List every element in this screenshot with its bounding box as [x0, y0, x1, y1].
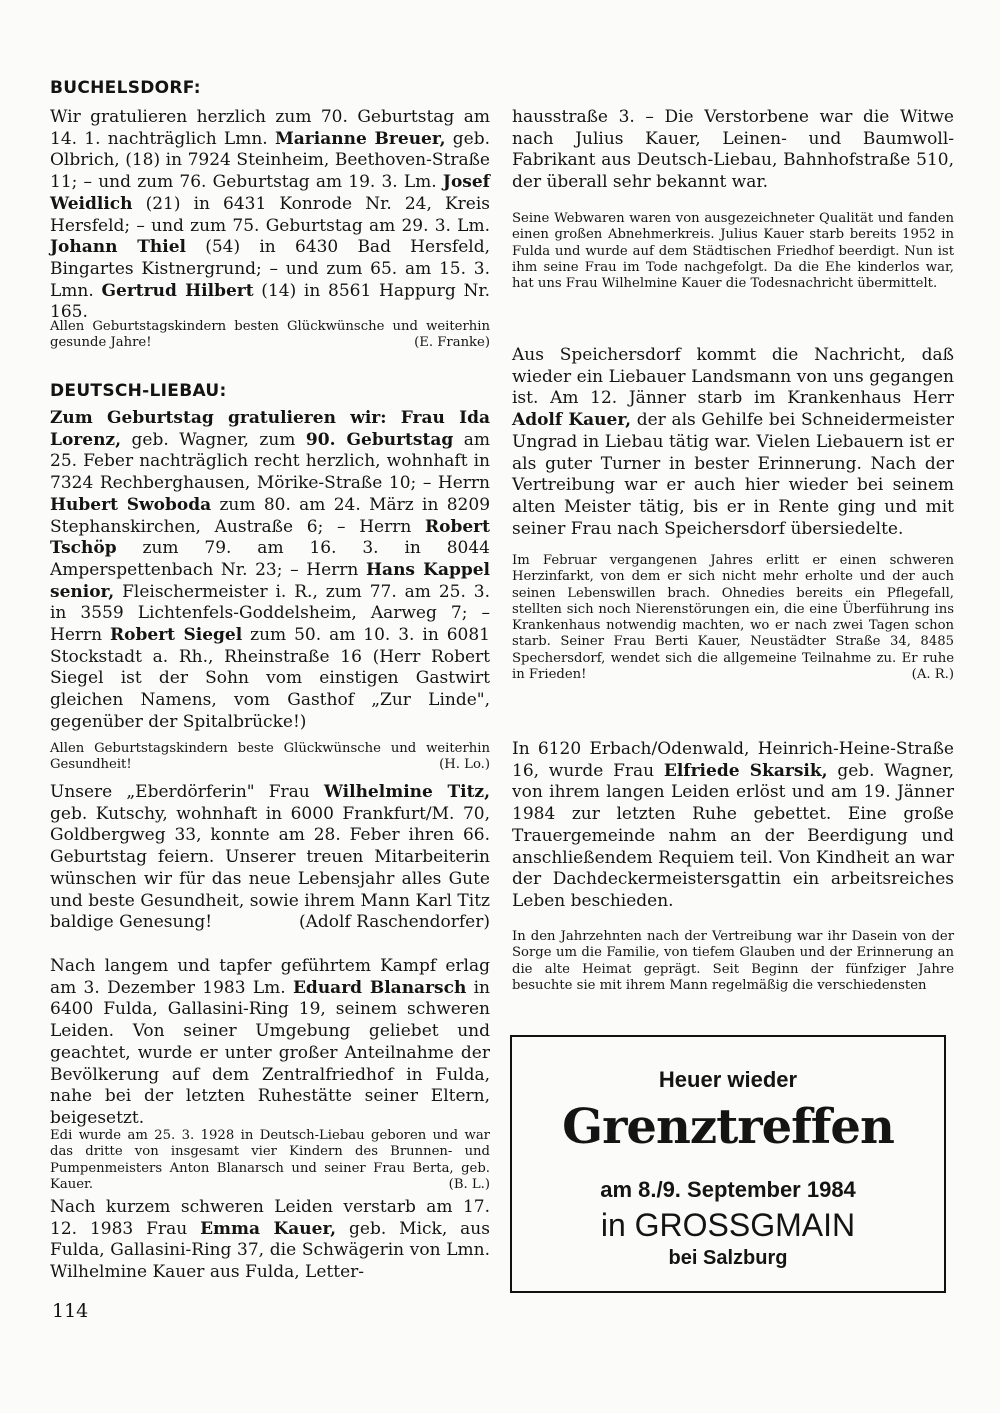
ad-line-heuer-wieder: Heuer wieder: [658, 1067, 798, 1092]
section-heading-deutsch-liebau: DEUTSCH-LIEBAU:: [50, 381, 227, 401]
section-heading-buchelsdorf: BUCHELSDORF:: [50, 78, 201, 98]
grenztreffen-advertisement: [510, 1035, 946, 1293]
author-signature: (H. Lo.): [439, 757, 490, 773]
wishes-note: Allen Geburtstagskindern besten Glückwünsche und weiterhin gesunde Jahre! (E. Franke): [50, 319, 490, 351]
birthday-paragraph-buchelsdorf: Wir gratulieren herzlich zum 70. Geburtstag am 14. 1. nachträglich Lmn. Marianne Breuer, geb. Olbrich, (18) in 7924 Steinheim, Beethoven-Straße 11; – und zum 76. Geburtstag am 19. 3. Lm. Josef Weidlich (21) in 6431 Konrode Nr. 24, Kreis Hersfeld; – und zum 75. Geburtstag am 29. 3. Lm. Johann Thiel (54) in 6430 Bad Hersfeld, Bingartes Kistnergrund; – und zum 65. am 15. 3. Lmn. Gertrud Hilbert (14) in 8561 Happurg Nr. 165.: [50, 107, 491, 323]
author-signature: (A. R.): [911, 667, 954, 683]
obituary-note-julius-kauer: Seine Webwaren waren von ausgezeichneter Qualität und fanden einen großen Abnehmerkreis. Julius Kauer starb bereits 1952 in Fulda und wurde auf dem Städtischen Friedhof beerdigt. Nun ist ihm seine Frau im Tode nachgefolgt. Da die Ehe kinderlos war, hat uns Frau Wilhelmine Kauer die Todesnachricht übermittelt.: [512, 211, 954, 292]
author-signature: (E. Franke): [414, 335, 490, 351]
ad-line-region: bei Salzburg: [668, 1247, 788, 1269]
birthday-paragraph-deutsch-liebau: Zum Geburtstag gratulieren wir: Frau Ida Lorenz, geb. Wagner, zum 90. Geburtstag am 25. Feber nachträglich recht herzlich, wohnhaft in 7324 Rechberghausen, Mörike-Straße 10; – Herrn Hubert Swoboda zum 80. am 24. März in 8209 Stephanskirchen, Austraße 6; – Herrn Robert Tschöp zum 79. am 16. 3. in 8044 Amperspettenbach Nr. 23; – Herrn Hans Kappel senior, Fleischermeister i. R., zum 77. am 25. 3. in 3559 Lichtenfels-Goddelsheim, Aarweg 7; – Herrn Robert Siegel zum 50. am 10. 3. in 6081 Stockstadt a. Rh., Rheinstraße 16 (Herr Robert Siegel ist der Sohn vom einstigen Gastwirt gleichen Namens, vom Gasthof „Zur Linde", gegenüber der Spitalbrücke!): [50, 408, 491, 732]
obituary-emma-kauer-continued: hausstraße 3. – Die Verstorbene war die Witwe nach Julius Kauer, Leinen- und Baumwoll-Fabrikant aus Deutsch-Liebau, Bahnhofstraße 510, der überall sehr bekannt war.: [512, 107, 954, 193]
obituary-note-adolf-kauer: Im Februar vergangenen Jahres erlitt er einen schweren Herzinfarkt, von dem er sich nicht mehr erholte und der auch seinen Lebenswillen brach. Ohnedies bereits ein Pflegefall, stellten sich noch Nierenstörungen ein, die eine Überführung ins Krankenhaus notwendig machten, wo er nach zwei Tagen schon starb. Seiner Frau Berti Kauer, Neustädter Straße 34, 8485 Spechersdorf, wendet sich die allgemeine Teilnahme zu. Er ruhe in Frieden! (A. R.): [512, 553, 954, 683]
obituary-note-skarsik: In den Jahrzehnten nach der Vertreibung war ihr Dasein von der Sorge um die Familie, von tiefem Glauben und der Erinnerung an die alte Heimat geprägt. Seit Beginn der fünfziger Jahre besuchte sie mit ihrem Mann regelmäßig die verschiedensten: [512, 929, 954, 993]
obituary-adolf-kauer: Aus Speichersdorf kommt die Nachricht, daß wieder ein Liebauer Landsmann von uns gegangen ist. Am 12. Jänner starb im Krankenhaus Herr Adolf Kauer, der als Gehilfe bei Schneidermeister Ungrad in Liebau tätig war. Vielen Liebauern ist er als guter Turner in bester Erinnerung. Nach der Vertreibung war er auch hier wieder bei seinem alten Meister tätig, bis er in Rente ging und mit seiner Frau nach Speichersdorf übersiedelte.: [512, 345, 954, 539]
page-number: 114: [52, 1300, 89, 1322]
obituary-elfriede-skarsik: In 6120 Erbach/Odenwald, Heinrich-Heine-Straße 16, wurde Frau Elfriede Skarsik, geb. Wagner, von ihrem langen Leiden erlöst und am 19. Jänner 1984 zur letzten Ruhe gebettet. Eine große Trauergemeinde nahm an der Beerdigung und anschließendem Requiem teil. Von Kindheit an war der Dachdeckermeistersgattin ein arbeitsreiches Leben beschieden.: [512, 739, 954, 911]
obituary-note-blanarsch: Edi wurde am 25. 3. 1928 in Deutsch-Liebau geboren und war das dritte von insgesamt vier Kindern des Brunnen- und Pumpenmeisters Anton Blanarsch und seiner Frau Berta, geb. Kauer. (B. L.): [50, 1128, 490, 1192]
author-signature: (Adolf Raschendorfer): [298, 912, 490, 933]
ad-line-date: am 8./9. September 1984: [600, 1177, 856, 1202]
obituary-emma-kauer: Nach kurzem schweren Leiden verstarb am 17. 12. 1983 Frau Emma Kauer, geb. Mick, aus Fulda, Gallasini-Ring 37, die Schwägerin von Lmn. Wilhelmine Kauer aus Fulda, Letter-: [50, 1197, 490, 1283]
author-signature: (B. L.): [448, 1176, 490, 1192]
paragraph-wilhelmine-titz: Unsere „Eberdörferin" Frau Wilhelmine Titz, geb. Kutschy, wohnhaft in 6000 Frankfurt/M. 70, Goldbergweg 33, konnte am 28. Feber ihren 66. Geburtstag feiern. Unserer treuen Mitarbeiterin wünschen wir für das neue Lebensjahr alles Gute und beste Gesundheit, sowie ihrem Mann Karl Titz baldige Genesung! (Adolf Raschendorfer): [50, 782, 490, 933]
ad-title-grenztreffen: Grenztreffen: [562, 1099, 894, 1155]
obituary-eduard-blanarsch: Nach langem und tapfer geführtem Kampf erlag am 3. Dezember 1983 Lm. Eduard Blanarsch in 6400 Fulda, Gallasini-Ring 19, seinem schweren Leiden. Von seiner Umgebung geliebet und geachtet, wurde er unter großer Anteilnahme der Bevölkerung auf dem Zentralfriedhof in Fulda, nahe bei der letzten Ruhestätte seiner Eltern, beigesetzt.: [50, 956, 491, 1128]
wishes-note: Allen Geburtstagskindern beste Glückwünsche und weiterhin Gesundheit! (H. Lo.): [50, 741, 490, 773]
ad-line-location: in GROSSGMAIN: [600, 1207, 856, 1243]
